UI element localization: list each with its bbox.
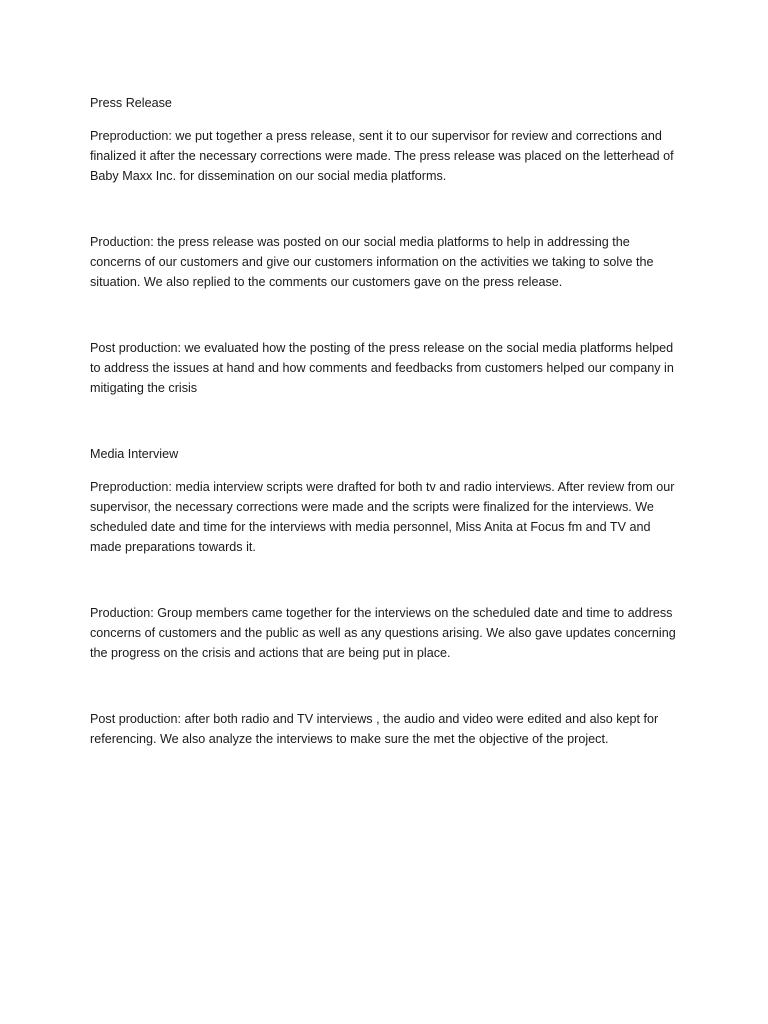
media-interview-post-production-paragraph: Post production: after both radio and TV interviews , the audio and video were edited and also kept for referencing. We also analyze the interviews to make sure the met the objective of the project.: [90, 712, 659, 746]
press-release-post-production-paragraph: Post production: we evaluated how the posting of the press release on the social media platforms helped to address the issues at hand and how comments and feedbacks from customers helped our company in mitigating the crisis: [90, 341, 674, 395]
media-interview-preproduction-paragraph: Preproduction: media interview scripts were drafted for both tv and radio interviews. After review from our supervisor, the necessary corrections were made and the scripts were finalized for the interviews. We scheduled date and time for the interviews with media personnel, Miss Anita at Focus fm and TV and made preparations towards it.: [90, 480, 675, 554]
press-release-production-paragraph: Production: the press release was posted on our social media platforms to help in addressing the concerns of our customers and give our customers information on the activities we taking to solve the situation. We also replied to the comments our customers gave on the press release.: [90, 235, 654, 289]
press-release-preproduction-paragraph: Preproduction: we put together a press release, sent it to our supervisor for review and corrections and finalized it after the necessary corrections were made. The press release was placed on the letterhead of Baby Maxx Inc. for dissemination on our social media platforms.: [90, 129, 674, 183]
document-body: [90, 93, 682, 749]
section-heading-press-release: Press Release: [90, 96, 172, 110]
section-heading-media-interview: Media Interview: [90, 447, 179, 461]
media-interview-production-paragraph: Production: Group members came together for the interviews on the scheduled date and time to address concerns of customers and the public as well as any questions arising. We also gave updates concerning the progress on the crisis and actions that are being put in place.: [90, 606, 676, 660]
